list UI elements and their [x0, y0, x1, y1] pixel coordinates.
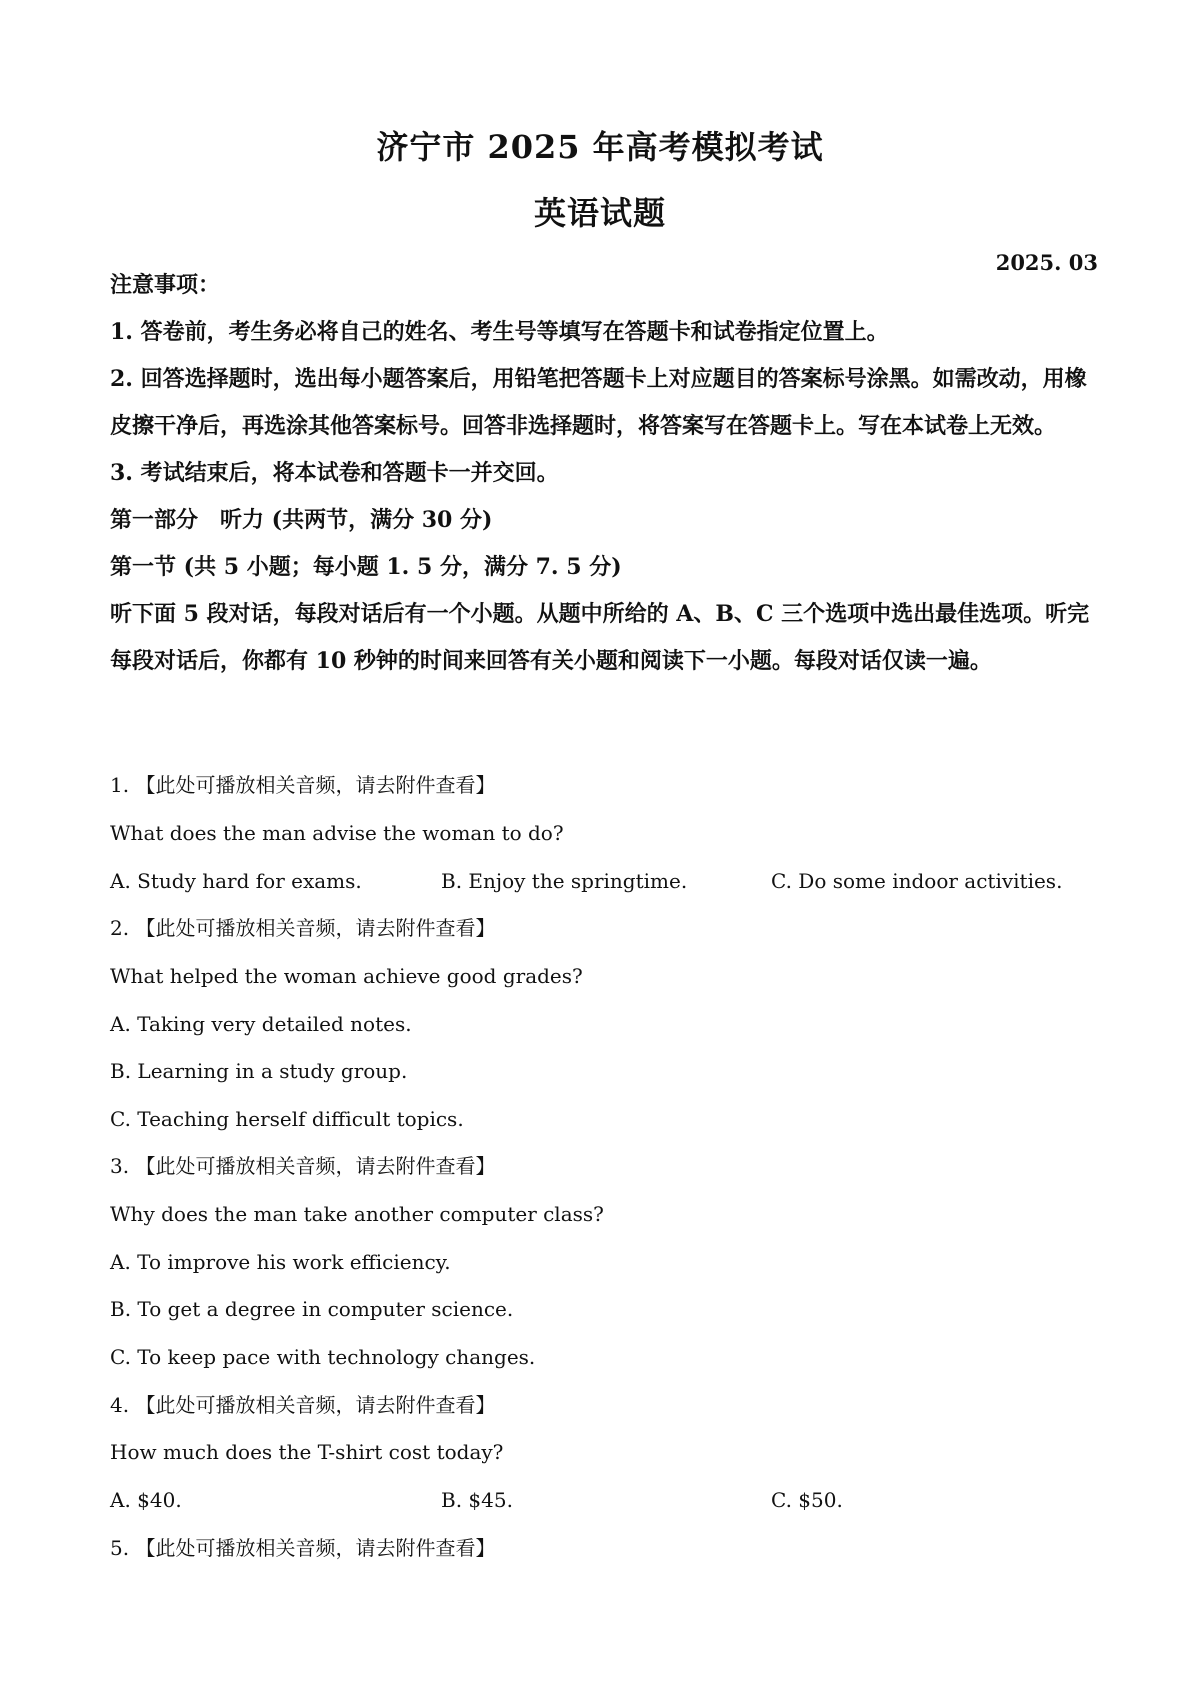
audio-prompt-3[interactable]: 3. 【此处可播放相关音频，请去附件查看】 [110, 1154, 496, 1178]
question-3: Why does the man take another computer class? [110, 1202, 604, 1226]
audio-prompt-5[interactable]: 5. 【此处可播放相关音频，请去附件查看】 [110, 1536, 496, 1560]
notice-item-3: 3. 考试结束后，将本试卷和答题卡一并交回。 [110, 460, 559, 486]
notice-heading: 注意事项： [110, 272, 221, 298]
audio-prompt-2[interactable]: 2. 【此处可播放相关音频，请去附件查看】 [110, 916, 496, 940]
option-b: B. Enjoy the springtime. [441, 869, 688, 893]
notice-item-2: 2. 回答选择题时，选出每小题答案后，用铅笔把答题卡上对应题目的答案标号涂黑。如需改动，用橡皮擦干净后，再选涂其他答案标号。回答非选择题时，将答案写在答题卡上。写在本试卷上无效。 [110, 366, 1087, 439]
notice-item-1: 1. 答卷前，考生务必将自己的姓名、考生号等填写在答题卡和试卷指定位置上。 [110, 319, 889, 345]
exam-date: 2025. 03 [995, 250, 1098, 275]
option-b: B. To get a degree in computer science. [110, 1297, 514, 1321]
option-c: C. To keep pace with technology changes. [110, 1345, 536, 1369]
question-4: How much does the T-shirt cost today? [110, 1440, 504, 1464]
options-row-1 [110, 869, 1095, 893]
option-a: A. To improve his work efficiency. [110, 1250, 451, 1274]
option-b: B. Learning in a study group. [110, 1059, 408, 1083]
option-a: A. Taking very detailed notes. [110, 1012, 412, 1036]
section-heading: 第一节 (共 5 小题；每小题 1. 5 分，满分 7. 5 分) [110, 554, 622, 580]
question-1: What does the man advise the woman to do? [110, 821, 564, 845]
option-c: C. Do some indoor activities. [771, 869, 1063, 893]
exam-subtitle: 英语试题 [533, 194, 666, 232]
listening-instructions: 听下面 5 段对话，每段对话后有一个小题。从题中所给的 A、B、C 三个选项中选出最佳选项。听完每段对话后，你都有 10 秒钟的时间来回答有关小题和阅读下一小题。每段对话仅读一遍。 [110, 601, 1090, 674]
option-c: C. $50. [771, 1488, 843, 1512]
part-heading: 第一部分 听力 (共两节，满分 30 分) [110, 507, 493, 533]
notice-block [110, 262, 1095, 685]
question-2: What helped the woman achieve good grades? [110, 964, 583, 988]
option-a: A. Study hard for exams. [110, 869, 362, 893]
audio-prompt-1[interactable]: 1. 【此处可播放相关音频，请去附件查看】 [110, 773, 496, 797]
option-b: B. $45. [441, 1488, 513, 1512]
option-c: C. Teaching herself difficult topics. [110, 1107, 464, 1131]
option-a: A. $40. [110, 1488, 182, 1512]
audio-prompt-4[interactable]: 4. 【此处可播放相关音频，请去附件查看】 [110, 1393, 496, 1417]
options-row-4 [110, 1488, 1095, 1512]
exam-title: 济宁市 2025 年高考模拟考试 [376, 128, 824, 166]
